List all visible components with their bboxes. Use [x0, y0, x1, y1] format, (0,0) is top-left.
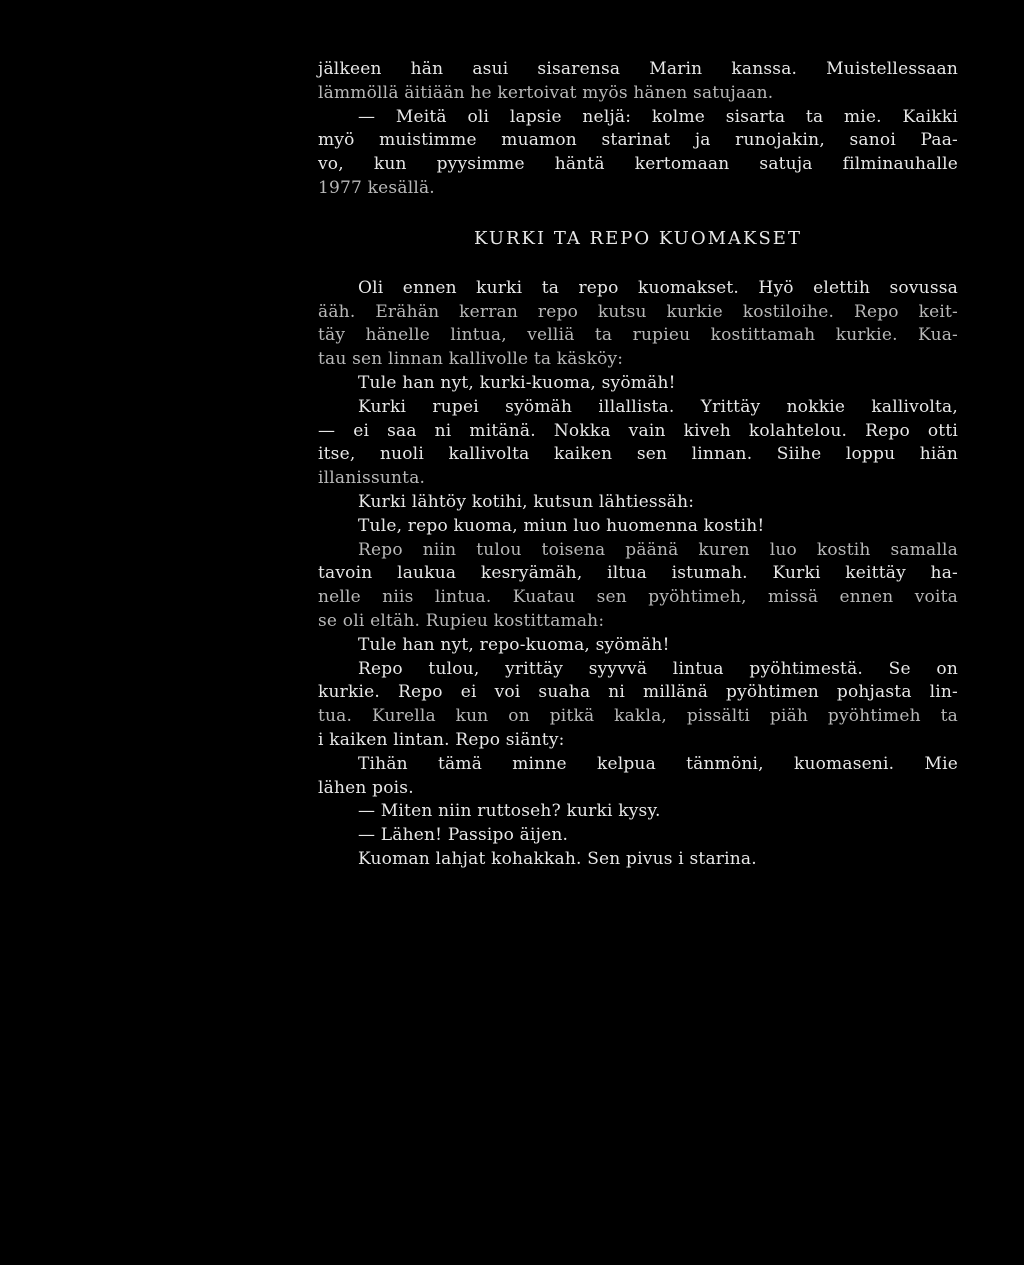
- intro-line: lämmöllä äitiään he kertoivat myös hänen satujaan.: [318, 82, 774, 103]
- story-line: — Lähen! Passipo äijen.: [358, 825, 569, 846]
- intro-line: vo, kun pyysimme häntä kertomaan satuja filminauhalle: [318, 154, 958, 175]
- story-title: KURKI TA REPO KUOMAKSET: [474, 227, 802, 249]
- story-line: Tule, repo kuoma, miun luo huomenna kostih!: [358, 515, 765, 536]
- story-line: täy hänelle lintua, velliä ta rupieu kostittamah kurkie. Kua-: [318, 325, 958, 346]
- story-line: Kurki lähtöy kotihi, kutsun lähtiessäh:: [358, 491, 695, 512]
- story-line: Kurki rupei syömäh illallista. Yrittäy nokkie kallivolta,: [358, 396, 958, 417]
- story-line: kurkie. Repo ei voi suaha ni millänä pyöhtimen pohjasta lin-: [318, 682, 958, 703]
- story-line: lähen pois.: [318, 777, 414, 798]
- story-line: Tule han nyt, repo-kuoma, syömäh!: [358, 634, 670, 655]
- story-line: Oli ennen kurki ta repo kuomakset. Hyö elettih sovussa: [358, 277, 958, 298]
- story-line: ääh. Erähän kerran repo kutsu kurkie kostiloihe. Repo keit-: [318, 301, 958, 322]
- intro-line: myö muistimme muamon starinat ja runojakin, sanoi Paa-: [318, 130, 958, 151]
- story-line: nelle niis lintua. Kuatau sen pyöhtimeh, missä ennen voita: [318, 587, 958, 608]
- story-line: — Miten niin ruttoseh? kurki kysy.: [358, 801, 661, 822]
- story-line: itse, nuoli kallivolta kaiken sen linnan. Siihe loppu hiän: [318, 444, 958, 465]
- story-line: Repo niin tulou toisena päänä kuren luo kostih samalla: [358, 539, 958, 560]
- document-text: [318, 58, 958, 872]
- intro-line: 1977 kesällä.: [318, 177, 435, 198]
- story-line: tau sen linnan kallivolle ta käsköy:: [318, 349, 624, 370]
- story-line: — ei saa ni mitänä. Nokka vain kiveh kolahtelou. Repo otti: [318, 420, 958, 441]
- intro-line: jälkeen hän asui sisarensa Marin kanssa. Muistellessaan: [318, 59, 958, 79]
- story-line: Repo tulou, yrittäy syyvvä lintua pyöhtimestä. Se on: [358, 658, 958, 679]
- story-line: tua. Kurella kun on pitkä kakla, pissälti piäh pyöhtimeh ta: [318, 706, 958, 727]
- story-line: i kaiken lintan. Repo siänty:: [318, 729, 565, 750]
- story-line: Kuoman lahjat kohakkah. Sen pivus i starina.: [358, 848, 757, 869]
- story-line: Tule han nyt, kurki-kuoma, syömäh!: [358, 372, 676, 393]
- story-line: tavoin laukua kesryämäh, iltua istumah. Kurki keittäy ha-: [318, 563, 958, 584]
- intro-line: — Meitä oli lapsie neljä: kolme sisarta ta mie. Kaikki: [358, 106, 958, 127]
- story-line: illanissunta.: [318, 468, 426, 489]
- story-line: Tihän tämä minne kelpua tänmöni, kuomaseni. Mie: [358, 753, 958, 774]
- story-line: se oli eltäh. Rupieu kostittamah:: [318, 610, 605, 631]
